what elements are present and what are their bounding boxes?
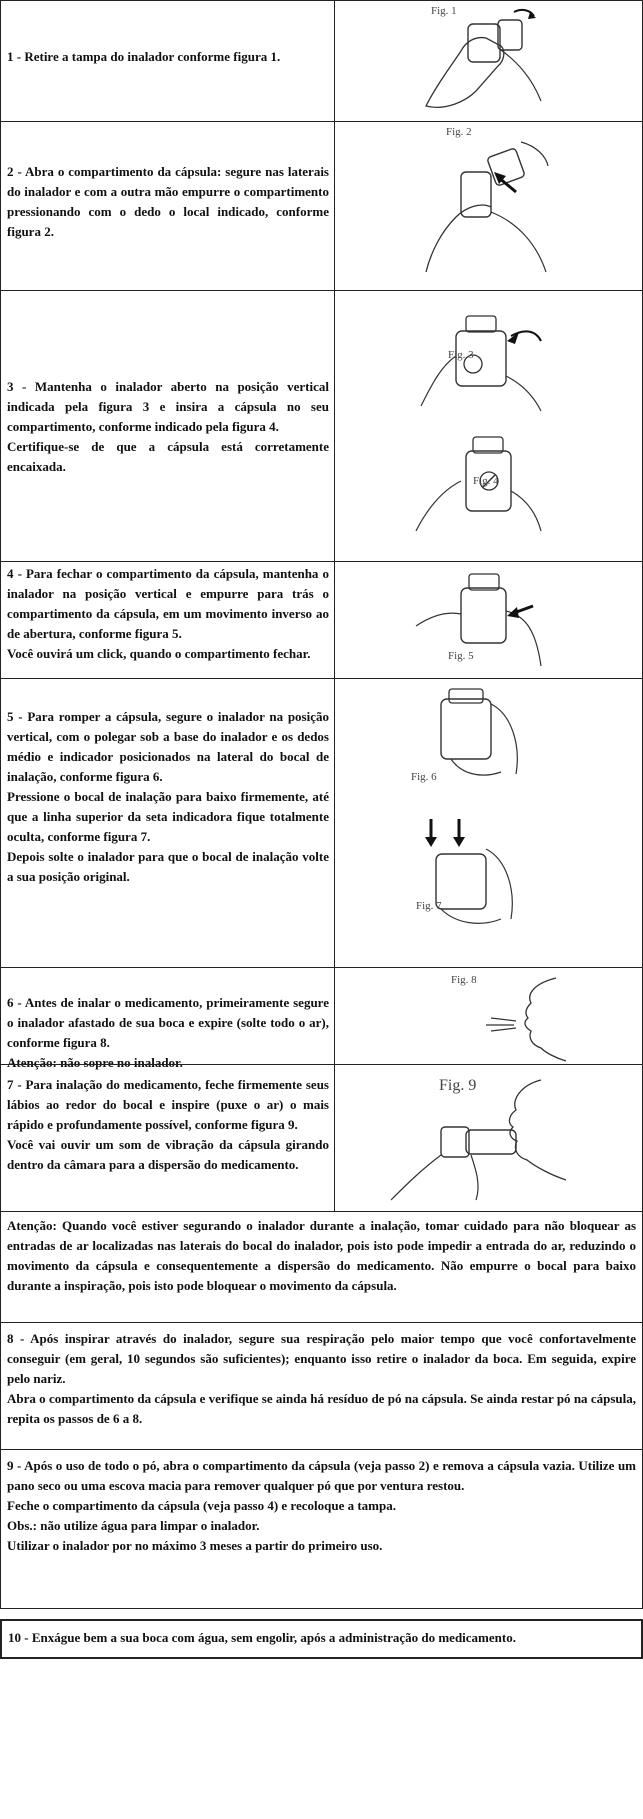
attention-note-text <box>7 1216 636 1296</box>
step-4-text <box>7 564 329 664</box>
step-2-paragraph: 2 - Abra o compartimento da cápsula: segure nas laterais do inalador e com a outra mão empurre o compartimento pressionando com o dedo o local indicado, conforme figura 2. <box>7 164 329 239</box>
step-2-row <box>0 121 643 291</box>
figure-6-and-7 <box>336 679 641 967</box>
step-10-paragraph: 10 - Enxágue bem a sua boca com água, sem engolir, após a administração do medicamento. <box>8 1630 516 1645</box>
hand-inhaler-cap-drawing <box>406 6 566 116</box>
step-6-paragraph-1: 6 - Antes de inalar o medicamento, primeiramente segure o inalador afastado de sua boca e expire (solte todo o ar), conforme figura 8. <box>7 995 329 1050</box>
step-6-paragraph-2: Atenção: não sopre no inalador. <box>7 1055 183 1070</box>
inhale-face-drawing <box>381 1075 581 1205</box>
step-9-paragraph-1: 9 - Após o uso de todo o pó, abra o compartimento da cápsula (veja passo 2) e remova a cápsula vazia. Utilize um pano seco ou uma escova macia para remover qualquer pó que por ventura restou. <box>7 1458 636 1493</box>
step-1-text <box>7 47 329 67</box>
fig-5-label: Fig. 5 <box>448 650 474 662</box>
close-compartment-drawing <box>411 566 561 676</box>
step-5-row <box>0 678 643 968</box>
figure-3-and-4 <box>336 291 641 561</box>
step-6-text <box>7 993 329 1073</box>
step-8-text <box>7 1329 636 1429</box>
fig-2-label: Fig. 2 <box>446 126 472 138</box>
fig-1-label: Fig. 1 <box>431 5 457 17</box>
figure-9 <box>336 1065 641 1211</box>
step-5-paragraph-1: 5 - Para romper a cápsula, segure o inalador na posição vertical, com o polegar sob a base do inalador e os dedos médio e indicador posicionados na lateral do bocal de inalação, conforme figura 6. <box>7 709 329 784</box>
figure-5 <box>336 562 641 678</box>
step-7-paragraph-2: Você vai ouvir um som de vibração da cápsula girando dentro da câmara para a dispersão do medicamento. <box>7 1137 329 1172</box>
step-5-paragraph-2: Pressione o bocal de inalação para baixo firmemente, até que a linha superior da seta indicadora fique totalmente oculta, conforme figura 7. <box>7 789 329 844</box>
step-7-paragraph-1: 7 - Para inalação do medicamento, feche firmemente seus lábios ao redor do bocal e inspire (puxe o ar) o mais rápido e profundamente possível, conforme figura 9. <box>7 1077 329 1132</box>
fig-3-label: Fig. 3 <box>448 349 474 361</box>
step-8-row <box>0 1322 643 1450</box>
hand-open-compartment-drawing <box>406 132 566 282</box>
step-1-row <box>0 0 643 122</box>
fig-4-label: Fig. 4 <box>473 475 499 487</box>
step-10-row <box>0 1619 643 1659</box>
step-6-row <box>0 967 643 1070</box>
step-1-paragraph: 1 - Retire a tampa do inalador conforme figura 1. <box>7 49 281 64</box>
step-3-text <box>7 377 329 477</box>
exhale-face-drawing <box>436 973 586 1063</box>
step-3-paragraph-1: 3 - Mantenha o inalador aberto na posição vertical indicada pela figura 3 e insira a cápsula no seu compartimento, conforme indicado pela figura 4. <box>7 379 329 434</box>
step-7-text <box>7 1075 329 1175</box>
figure-1 <box>336 1 641 121</box>
step-5-paragraph-3: Depois solte o inalador para que o bocal de inalação volte a sua posição original. <box>7 849 329 884</box>
figure-2 <box>336 122 641 290</box>
fig-9-label: Fig. 9 <box>439 1077 477 1094</box>
step-3-paragraph-2: Certifique-se de que a cápsula está corretamente encaixada. <box>7 439 329 474</box>
attention-paragraph: Atenção: Quando você estiver segurando o inalador durante a inalação, tomar cuidado para não bloquear as entradas de ar localizadas nas laterais do bocal do inalador, pois isto pode impedir a entrada do ar, reduzindo o movimento da cápsula e consequentemente a dispersão do medicamento. Não empurre o bocal para baixo durante a inspiração, pois isto pode bloquear o movimento da cápsula. <box>7 1218 636 1293</box>
step-9-paragraph-2: Feche o compartimento da cápsula (veja passo 4) e recoloque a tampa. <box>7 1498 396 1513</box>
step-4-row <box>0 561 643 679</box>
step-10-text <box>8 1628 635 1648</box>
step-9-row <box>0 1449 643 1609</box>
figure-8 <box>336 968 641 1064</box>
step-8-paragraph-1: 8 - Após inspirar através do inalador, segure sua respiração pelo maior tempo que você confortavelmente conseguir (em geral, 10 segundos são suficientes); enquanto isso retire o inalador da boca. Em seguida, expire pelo nariz. <box>7 1331 636 1386</box>
step-9-paragraph-3: Obs.: não utilize água para limpar o inalador. <box>7 1518 260 1533</box>
fig-7-label: Fig. 7 <box>416 900 442 912</box>
step-7-row <box>0 1064 643 1212</box>
step-5-text <box>7 707 329 887</box>
step-3-row <box>0 290 643 562</box>
step-9-paragraph-4: Utilizar o inalador por no máximo 3 meses a partir do primeiro uso. <box>7 1538 383 1553</box>
step-4-paragraph-2: Você ouvirá um click, quando o compartimento fechar. <box>7 646 311 661</box>
inhaler-vertical-open-drawing <box>411 306 561 416</box>
step-2-text <box>7 162 329 242</box>
fig-6-label: Fig. 6 <box>411 771 437 783</box>
step-9-text <box>7 1456 636 1556</box>
step-4-paragraph-1: 4 - Para fechar o compartimento da cápsula, mantenha o inalador na posição vertical e empurre para trás o compartimento da cápsula, em um movimento inverso ao de abertura, conforme figura 5. <box>7 566 329 641</box>
fig-8-label: Fig. 8 <box>451 974 477 986</box>
step-8-paragraph-2: Abra o compartimento da cápsula e verifique se ainda há resíduo de pó na cápsula. Se ainda restar pó na cápsula, repita os passos de 6 a 8. <box>7 1391 636 1426</box>
attention-note-row <box>0 1211 643 1323</box>
